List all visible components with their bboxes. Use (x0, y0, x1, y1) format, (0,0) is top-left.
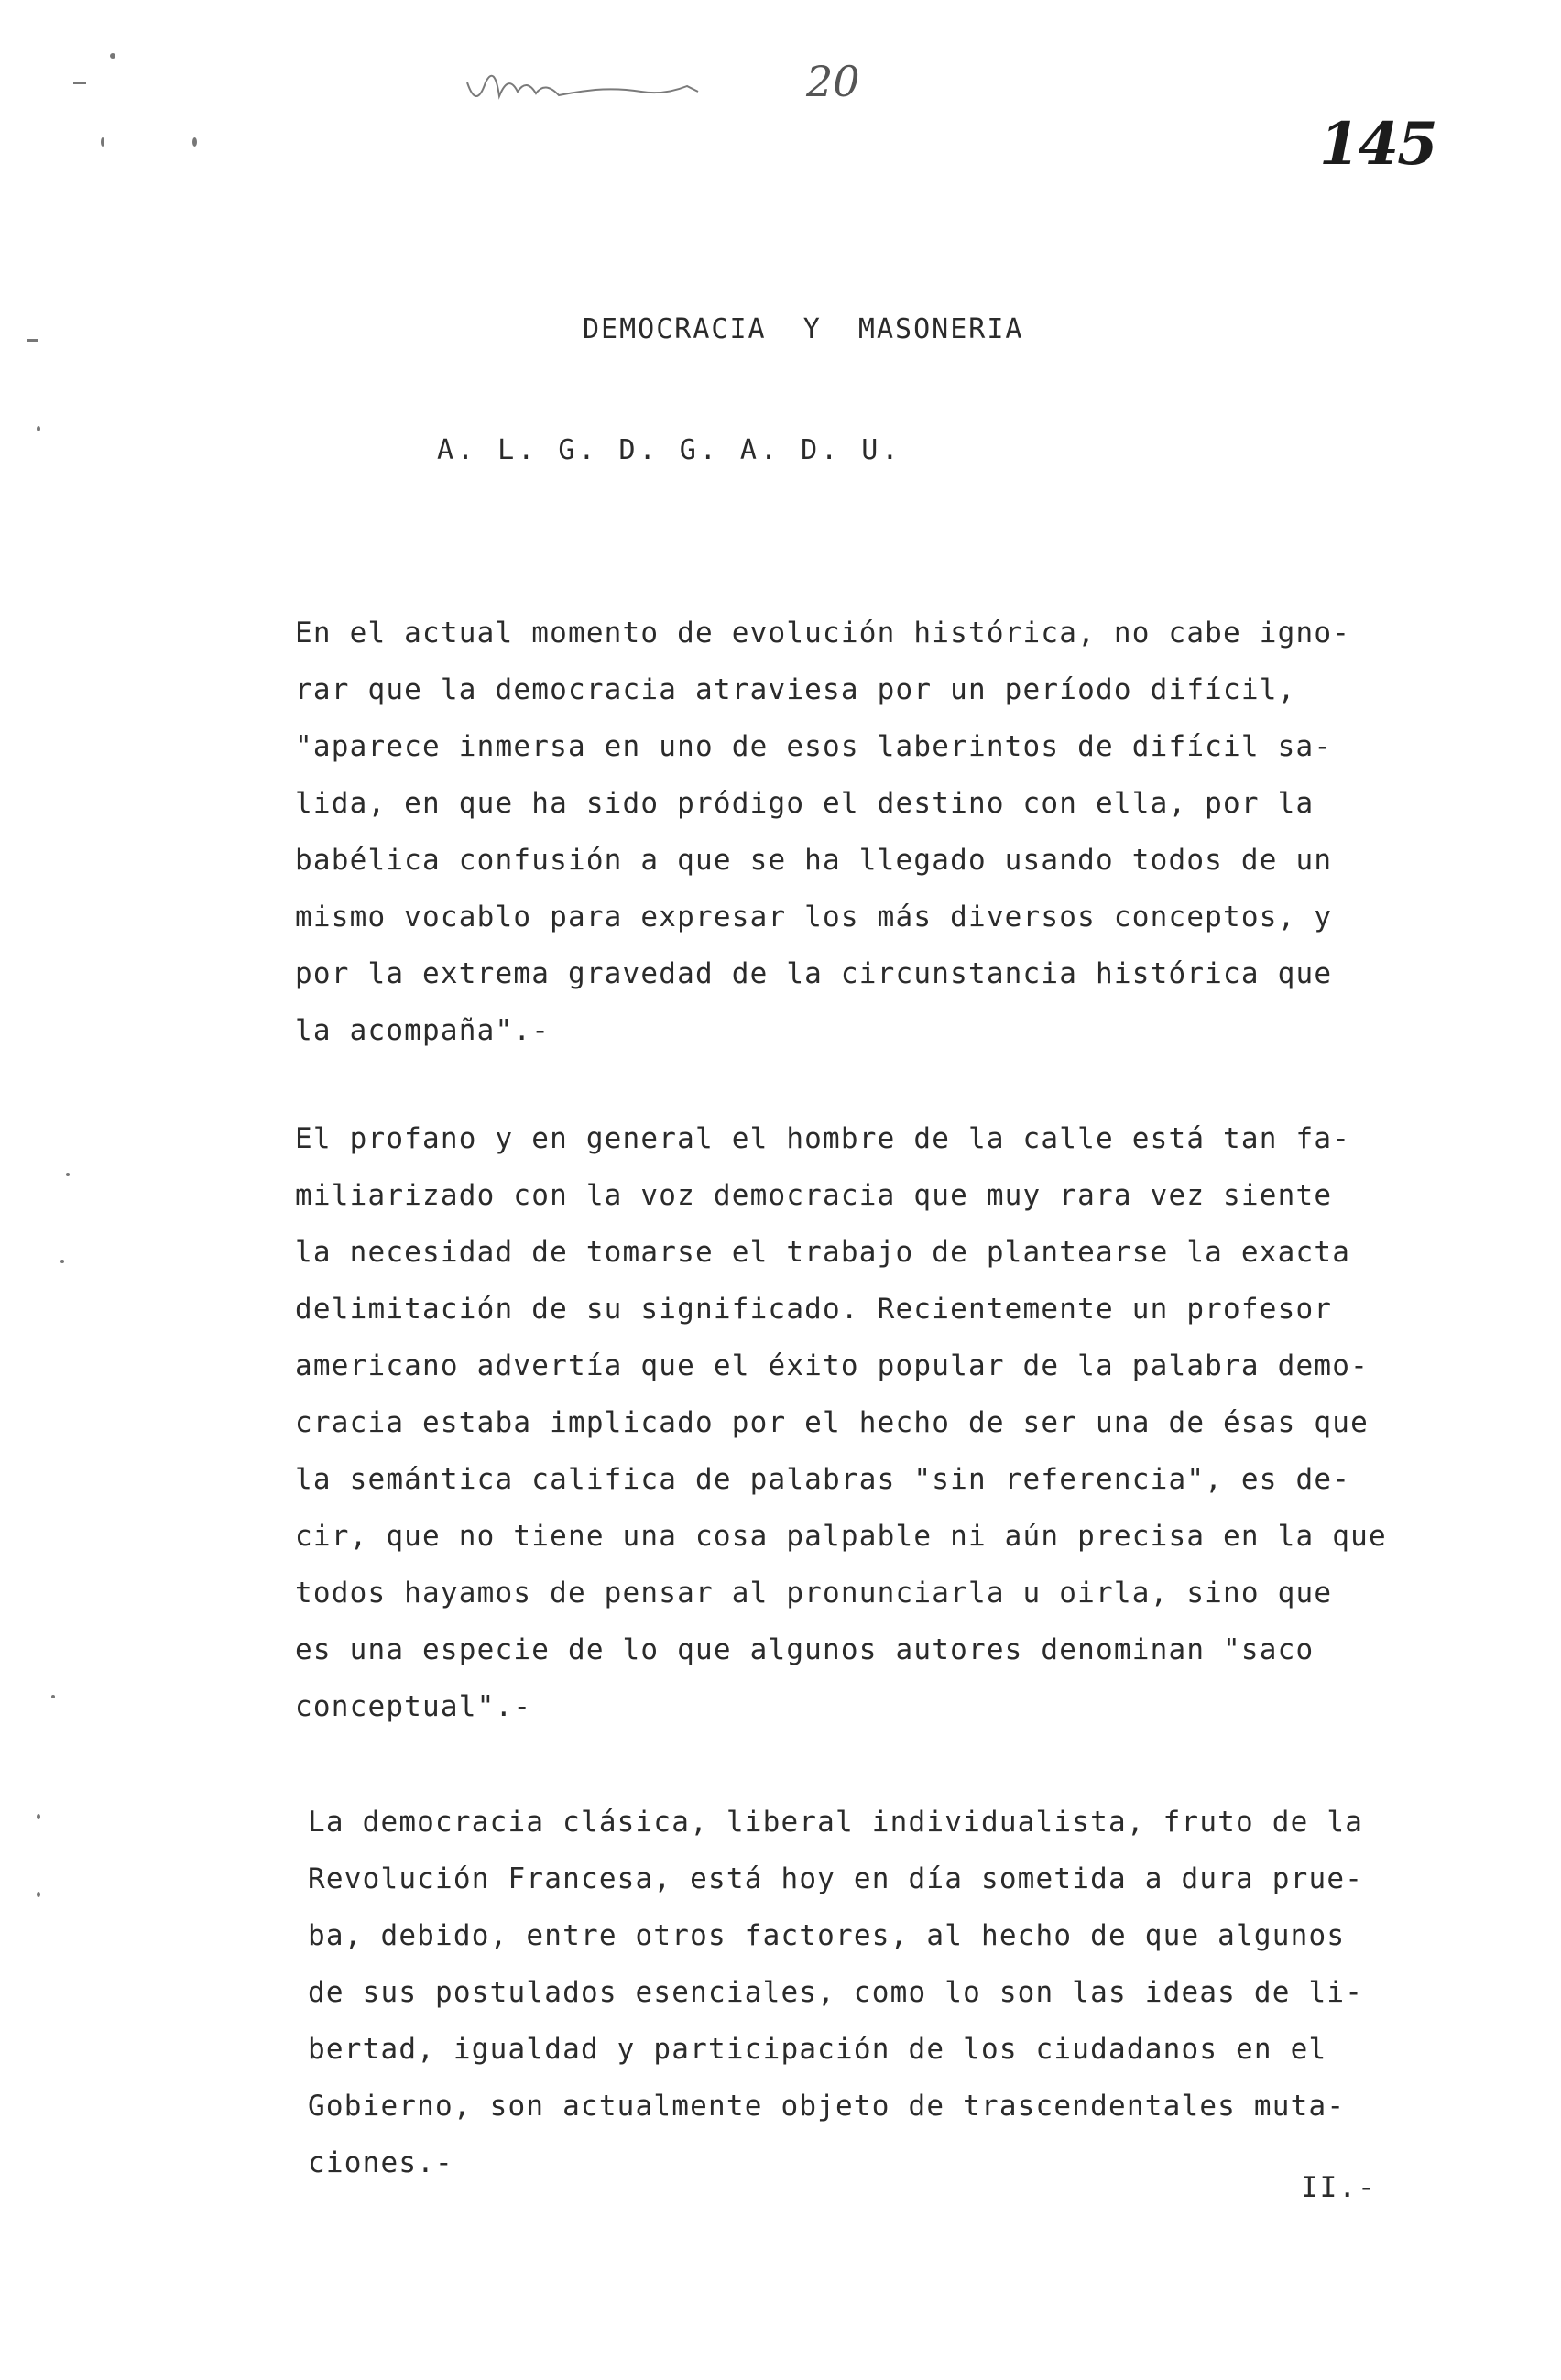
text-line: lida, en que ha sido pródigo el destino con ella, por la (295, 787, 1315, 820)
text-line: la semántica califica de palabras "sin referencia", es de- (295, 1463, 1351, 1496)
scan-speck (51, 1695, 55, 1698)
document-title: DEMOCRACIA Y MASONERIA (583, 313, 1024, 345)
paragraph-2 (295, 1110, 1431, 1735)
handwritten-number: 20 (806, 57, 860, 106)
handwritten-scribble (458, 55, 733, 119)
scan-speck (101, 137, 104, 147)
text-line: conceptual".- (295, 1690, 532, 1723)
text-line: todos hayamos de pensar al pronunciarla u oirla, sino que (295, 1577, 1333, 1610)
text-line: La democracia clásica, liberal individualista, fruto de la (308, 1806, 1364, 1839)
text-line: mismo vocablo para expresar los más diversos conceptos, y (295, 901, 1333, 933)
continuation-marker: II.- (1301, 2171, 1377, 2204)
scan-speck (192, 137, 197, 147)
document-subtitle: A. L. G. D. G. A. D. U. (437, 434, 902, 466)
text-line: El profano y en general el hombre de la calle está tan fa- (295, 1122, 1351, 1155)
scan-speck (110, 53, 115, 59)
text-line: la acompaña".- (295, 1014, 551, 1047)
scan-speck (37, 1892, 40, 1897)
text-line: es una especie de lo que algunos autores denominan "saco (295, 1633, 1315, 1666)
paragraph-1 (295, 605, 1431, 1059)
text-line: americano advertía que el éxito popular de la palabra demo- (295, 1349, 1369, 1382)
scan-speck (37, 426, 40, 431)
text-line: "aparece inmersa en uno de esos laberintos de difícil sa- (295, 730, 1333, 763)
text-line: cir, que no tiene una cosa palpable ni aún precisa en la que (295, 1520, 1387, 1553)
text-line: bertad, igualdad y participación de los ciudadanos en el (308, 2033, 1327, 2066)
scan-speck (27, 339, 38, 342)
text-line: rar que la democracia atraviesa por un período difícil, (295, 673, 1296, 706)
page-number: 145 (1319, 110, 1436, 179)
text-line: ciones.- (308, 2146, 453, 2179)
paragraph-3 (308, 1794, 1444, 2191)
scan-speck (66, 1173, 70, 1176)
text-line: por la extrema gravedad de la circunstancia histórica que (295, 957, 1333, 990)
text-line: En el actual momento de evolución histórica, no cabe igno- (295, 617, 1351, 650)
text-line: ba, debido, entre otros factores, al hecho de que algunos (308, 1919, 1346, 1952)
scan-speck (37, 1814, 40, 1819)
text-line: Revolución Francesa, está hoy en día sometida a dura prue- (308, 1862, 1364, 1895)
text-line: Gobierno, son actualmente objeto de trascendentales muta- (308, 2090, 1346, 2123)
scan-speck (60, 1260, 64, 1263)
text-line: cracia estaba implicado por el hecho de ser una de ésas que (295, 1406, 1369, 1439)
text-line: miliarizado con la voz democracia que muy rara vez siente (295, 1179, 1333, 1212)
text-line: la necesidad de tomarse el trabajo de plantearse la exacta (295, 1236, 1351, 1269)
text-line: delimitación de su significado. Recientemente un profesor (295, 1293, 1333, 1326)
text-line: de sus postulados esenciales, como lo son las ideas de li- (308, 1976, 1364, 2009)
scan-speck (73, 82, 86, 84)
text-line: babélica confusión a que se ha llegado usando todos de un (295, 844, 1333, 877)
